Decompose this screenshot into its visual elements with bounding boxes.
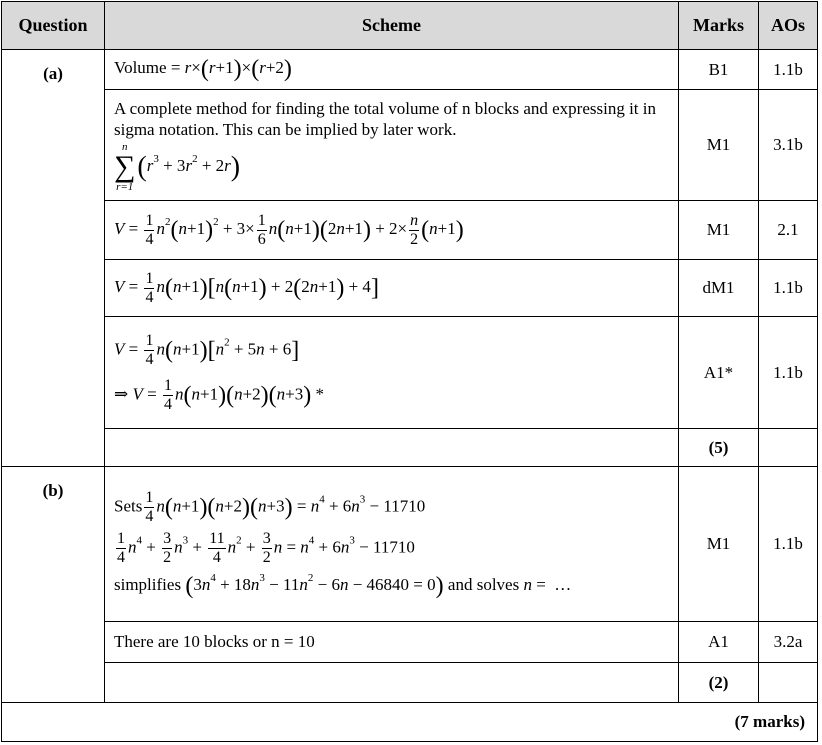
table-row [2,50,818,90]
mark-cell: A1* [679,317,759,429]
scheme-cell: Sets $\frac{1}{4}$ $n(n+1)(n+2)(n+3) = n^4 + 6n^3 - 11710$ $\frac{1}{4}$ $n^4$ + $\frac{3}{2}$ $n^3$ + $\frac{11}{4}$ $n^2$ + $\frac{3}{2}$ $n = n^4 + 6n^3 - 11710$ simplifies $(3n^4 + 18n^3 - 11n^2 - 6n - 46840 = 0)$ and solves n = … [105,467,679,622]
sigma-expression: n ∑ r=1 $(r^3 + 3r^2 + 2r)$ [114,141,241,193]
ao-cell: 3.2a [759,622,818,663]
mark-scheme-table [1,1,818,742]
ao-cell: 1.1b [759,467,818,622]
scheme-cell: V = $\frac{1}{4}$ $n(n+1)[n^2 + 5n + 6]$ ⇒ V = $\frac{1}{4}$ n(n+1)(n+2)(n+3) * [105,317,679,429]
header-row [2,2,818,50]
scheme-header: Scheme [105,2,679,50]
ao-cell: 3.1b [759,90,818,201]
mark-cell: dM1 [679,260,759,317]
ao-cell: 1.1b [759,50,818,90]
total-row [2,703,818,742]
mark-cell: M1 [679,201,759,260]
scheme-cell: V = $\frac{1}{4}$ n(n+1)[n(n+1) + 2(2n+1) + 4] [105,260,679,317]
scheme-cell: V = $\frac{1}{4}$ $n^2(n+1)^2 + 3\times$ $\frac{1}{6}$ n(n+1)(2n+1) + 2× $\frac{n}{2}$ (n+1) [105,201,679,260]
method-description: A complete method for finding the total volume of n blocks and expressing it in sigma notation. This can be implied by later work. [114,98,657,139]
part-a-label: (a) [2,50,105,467]
subtotal-cell: (2) [679,663,759,703]
table-row [2,260,818,317]
table-row [2,201,818,260]
mark-cell: M1 [679,90,759,201]
ao-cell: 1.1b [759,260,818,317]
part-b-label: (b) [2,467,105,703]
aos-header: AOs [759,2,818,50]
mark-cell: B1 [679,50,759,90]
subtotal-row [2,429,818,467]
table-row [2,317,818,429]
table-row [2,622,818,663]
ao-cell: 1.1b [759,317,818,429]
scheme-cell [105,90,679,201]
total-marks: (7 marks) [2,703,818,742]
mark-cell: M1 [679,467,759,622]
mark-cell: A1 [679,622,759,663]
marks-header: Marks [679,2,759,50]
subtotal-row [2,663,818,703]
table-row [2,467,818,622]
subtotal-cell: (5) [679,429,759,467]
scheme-cell: Volume = r×(r+1)×(r+2) [105,50,679,90]
table-row [2,90,818,201]
ao-cell: 2.1 [759,201,818,260]
question-header: Question [2,2,105,50]
scheme-cell: There are 10 blocks or n = 10 [105,622,679,663]
